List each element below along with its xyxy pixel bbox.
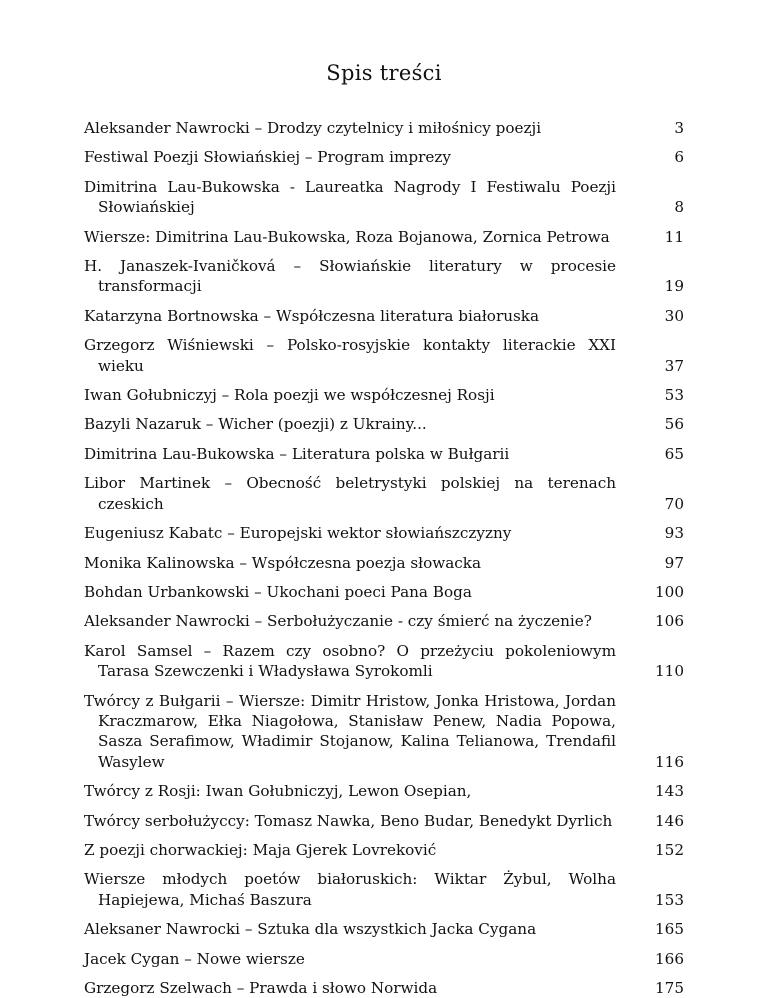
- toc-entry: [84, 553, 684, 573]
- toc-entry: [84, 473, 684, 514]
- toc-entry-page-number: 146: [655, 811, 684, 830]
- toc-entry-title: Dimitrina Lau-Bukowska – Literatura polska w Bułgarii: [84, 444, 510, 463]
- toc-entry: [84, 641, 684, 682]
- page-title: Spis treści: [326, 61, 442, 85]
- toc-entry-title: Bohdan Urbankowski – Ukochani poeci Pana Boga: [84, 582, 472, 601]
- toc-entry: [84, 177, 684, 218]
- toc-entry-page-number: 110: [655, 662, 684, 681]
- toc-entry-page-number: 37: [664, 356, 684, 375]
- toc-entry-page-number: 19: [664, 277, 684, 296]
- toc-entry: [84, 118, 684, 138]
- toc-entry: [84, 949, 684, 969]
- toc-entry-page-number: 65: [664, 444, 684, 463]
- toc-entry-title: H. Janaszek-Ivaničková – Słowiańskie literatury w procesie transformacji: [84, 257, 616, 296]
- toc-entry-title: Karol Samsel – Razem czy osobno? O przeżyciu pokoleniowym Tarasa Szewczenki i Władysława Syrokomli: [84, 641, 616, 681]
- toc-entry: [84, 227, 684, 247]
- toc-entry-title: Twórcy serbołużyccy: Tomasz Nawka, Beno Budar, Benedykt Dyrlich: [84, 811, 613, 830]
- toc-entry-title: Aleksander Nawrocki – Serbołużyczanie - czy śmierć na życzenie?: [84, 612, 592, 631]
- toc-entry-page-number: 106: [655, 612, 684, 631]
- toc-entry: [84, 811, 684, 831]
- toc-entry: [84, 414, 684, 434]
- toc-entry-page-number: 93: [664, 524, 684, 543]
- toc-entry-title: Iwan Gołubniczyj – Rola poezji we współczesnej Rosji: [84, 386, 495, 405]
- toc-entry-page-number: 152: [655, 840, 684, 859]
- toc-entry: [84, 840, 684, 860]
- toc-entry-page-number: 165: [655, 920, 684, 939]
- toc-entry-page-number: 153: [655, 890, 684, 909]
- toc-entry-title: Grzegorz Wiśniewski – Polsko-rosyjskie kontakty literackie XXI wieku: [84, 336, 616, 375]
- toc-entry: [84, 523, 684, 543]
- toc-entry-page-number: 6: [674, 148, 684, 167]
- toc-entry-title: Aleksaner Nawrocki – Sztuka dla wszystkich Jacka Cygana: [84, 920, 537, 939]
- toc-entry-page-number: 97: [664, 553, 684, 572]
- toc-entry-title: Festiwal Poezji Słowiańskiej – Program imprezy: [84, 148, 451, 167]
- toc-entry: [84, 444, 684, 464]
- toc-entry-page-number: 100: [655, 582, 684, 601]
- toc-entry: [84, 582, 684, 602]
- toc-entry-title: Bazyli Nazaruk – Wicher (poezji) z Ukrainy...: [84, 415, 427, 434]
- toc-entry-page-number: 3: [674, 119, 684, 137]
- toc-entry-title: Monika Kalinowska – Współczesna poezja słowacka: [84, 553, 482, 572]
- toc-entry: [84, 781, 684, 801]
- toc-entry-title: Wiersze młodych poetów białoruskich: Wiktar Żybul, Wolha Hapiejewa, Michaś Baszura: [84, 870, 616, 909]
- toc-entry-title: Jacek Cygan – Nowe wiersze: [84, 949, 305, 968]
- toc-entry-page-number: 175: [655, 979, 684, 997]
- toc-entry-title: Aleksander Nawrocki – Drodzy czytelnicy i miłośnicy poezji: [84, 119, 542, 137]
- toc-entry-title: Grzegorz Szelwach – Prawda i słowo Norwida: [84, 979, 438, 997]
- toc-entry-page-number: 116: [655, 752, 684, 771]
- toc-entry-title: Z poezji chorwackiej: Maja Gjerek Lovreković: [84, 840, 437, 859]
- toc-entry: [84, 385, 684, 405]
- toc-entry: [84, 256, 684, 297]
- toc-entry-title: Twórcy z Bułgarii – Wiersze: Dimitr Hristow, Jonka Hristowa, Jordan Kraczmarow, Ełka Niagołowa, Stanisław Penew, Nadia Popowa, Sasza Serafimow, Władimir Stojanow, Kalina Telianowa, Trendafil Wasylew: [84, 691, 616, 771]
- toc-entry: [84, 611, 684, 631]
- toc-entry-title: Libor Martinek – Obecność beletrystyki polskiej na terenach czeskich: [84, 474, 616, 513]
- toc-entry: [84, 978, 684, 998]
- toc-entry: [84, 147, 684, 167]
- toc-entry-page-number: 11: [664, 227, 684, 246]
- toc-entry-title: Dimitrina Lau-Bukowska - Laureatka Nagrody I Festiwalu Poezji Słowiańskiej: [84, 177, 616, 217]
- table-of-contents: [84, 118, 684, 998]
- toc-entry-page-number: 8: [674, 198, 684, 217]
- toc-entry-page-number: 30: [664, 306, 684, 325]
- toc-entry-page-number: 56: [664, 415, 684, 434]
- toc-entry-title: Twórcy z Rosji: Iwan Gołubniczyj, Lewon Osepian,: [84, 782, 472, 801]
- toc-entry-page-number: 143: [655, 782, 684, 801]
- toc-entry: [84, 869, 684, 910]
- toc-entry: [84, 335, 684, 376]
- toc-entry-title: Katarzyna Bortnowska – Współczesna literatura białoruska: [84, 306, 540, 325]
- toc-entry-page-number: 166: [655, 949, 684, 968]
- toc-entry: [84, 306, 684, 326]
- toc-entry: [84, 919, 684, 939]
- toc-entry: [84, 691, 684, 773]
- toc-entry-page-number: 53: [664, 386, 684, 405]
- toc-entry-page-number: 70: [664, 494, 684, 513]
- toc-entry-title: Eugeniusz Kabatc – Europejski wektor słowiańszczyzny: [84, 524, 512, 543]
- toc-entry-title: Wiersze: Dimitrina Lau-Bukowska, Roza Bojanowa, Zornica Petrowa: [84, 227, 610, 246]
